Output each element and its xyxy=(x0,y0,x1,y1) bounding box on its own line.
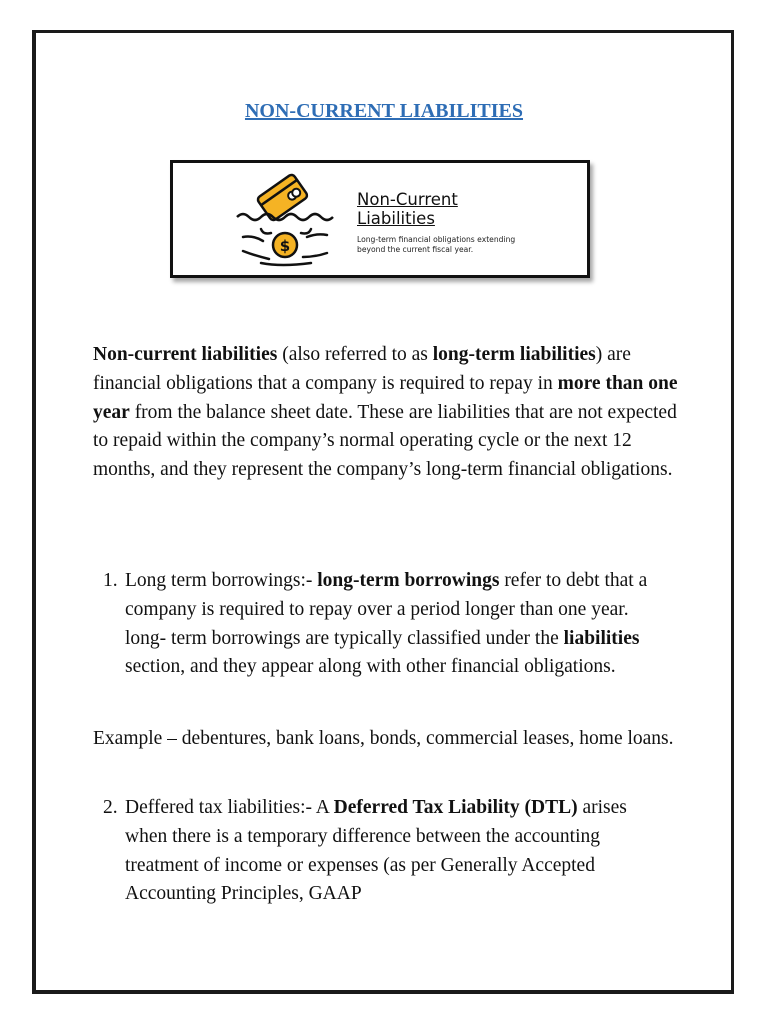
intro-duration: more than one year xyxy=(93,372,678,423)
list-number: 2. xyxy=(103,797,118,818)
example-paragraph: Example – debentures, bank loans, bonds, commercial leases, home loans. xyxy=(93,728,674,749)
list-item-deferred-tax xyxy=(93,794,673,909)
banner-subtitle xyxy=(357,235,547,255)
item2-lead: Deffered tax liabilities:- A xyxy=(125,797,334,818)
item1-text-2: section, and they appear along with other financial obligations. xyxy=(125,656,616,678)
intro-text-3: from the balance sheet date. These are liabilities that are not expected to repaid within the company’s normal operating cycle or the next 12 months, and they represent the company’s long-term financial obligations. xyxy=(93,401,677,481)
intro-term-alt: long-term liabilities xyxy=(432,344,596,365)
intro-text-1: (also referred to as xyxy=(277,344,433,365)
banner-image xyxy=(170,160,590,278)
intro-paragraph xyxy=(93,341,683,485)
item1-term-2: liabilities xyxy=(563,627,640,649)
item1-text-1: refer to debt that a company is required to repay over a period longer than one year. long- term borrowings are typically classified under the xyxy=(125,570,648,649)
banner-heading-line2: Liabilities xyxy=(357,209,435,228)
banner-heading xyxy=(357,190,507,228)
page-title: NON-CURRENT LIABILITIES xyxy=(244,100,524,122)
item2-term: Deferred Tax Liability (DTL) xyxy=(333,797,578,818)
sinking-card-dollar-icon xyxy=(231,171,341,271)
dollar-sign: $ xyxy=(279,237,291,255)
list-number: 1. xyxy=(103,570,118,591)
intro-text-2: ) are financial obligations that a company is required to repay in xyxy=(93,344,631,394)
list-item-long-term-borrowings xyxy=(93,567,673,682)
item1-term: long-term borrowings xyxy=(317,570,500,591)
intro-term: Non-current liabilities xyxy=(93,344,278,365)
banner-subtitle-line2: beyond the current fiscal year. xyxy=(357,245,474,254)
item2-text: arises when there is a temporary difference between the accounting treatment of income or expenses (as per Generally Accepted Accounting Principles, GAAP xyxy=(125,797,627,905)
banner-heading-line1: Non-Current xyxy=(357,190,458,209)
banner-subtitle-line1: Long-term financial obligations extending xyxy=(357,235,516,244)
item1-lead: Long term borrowings:- xyxy=(125,570,318,591)
